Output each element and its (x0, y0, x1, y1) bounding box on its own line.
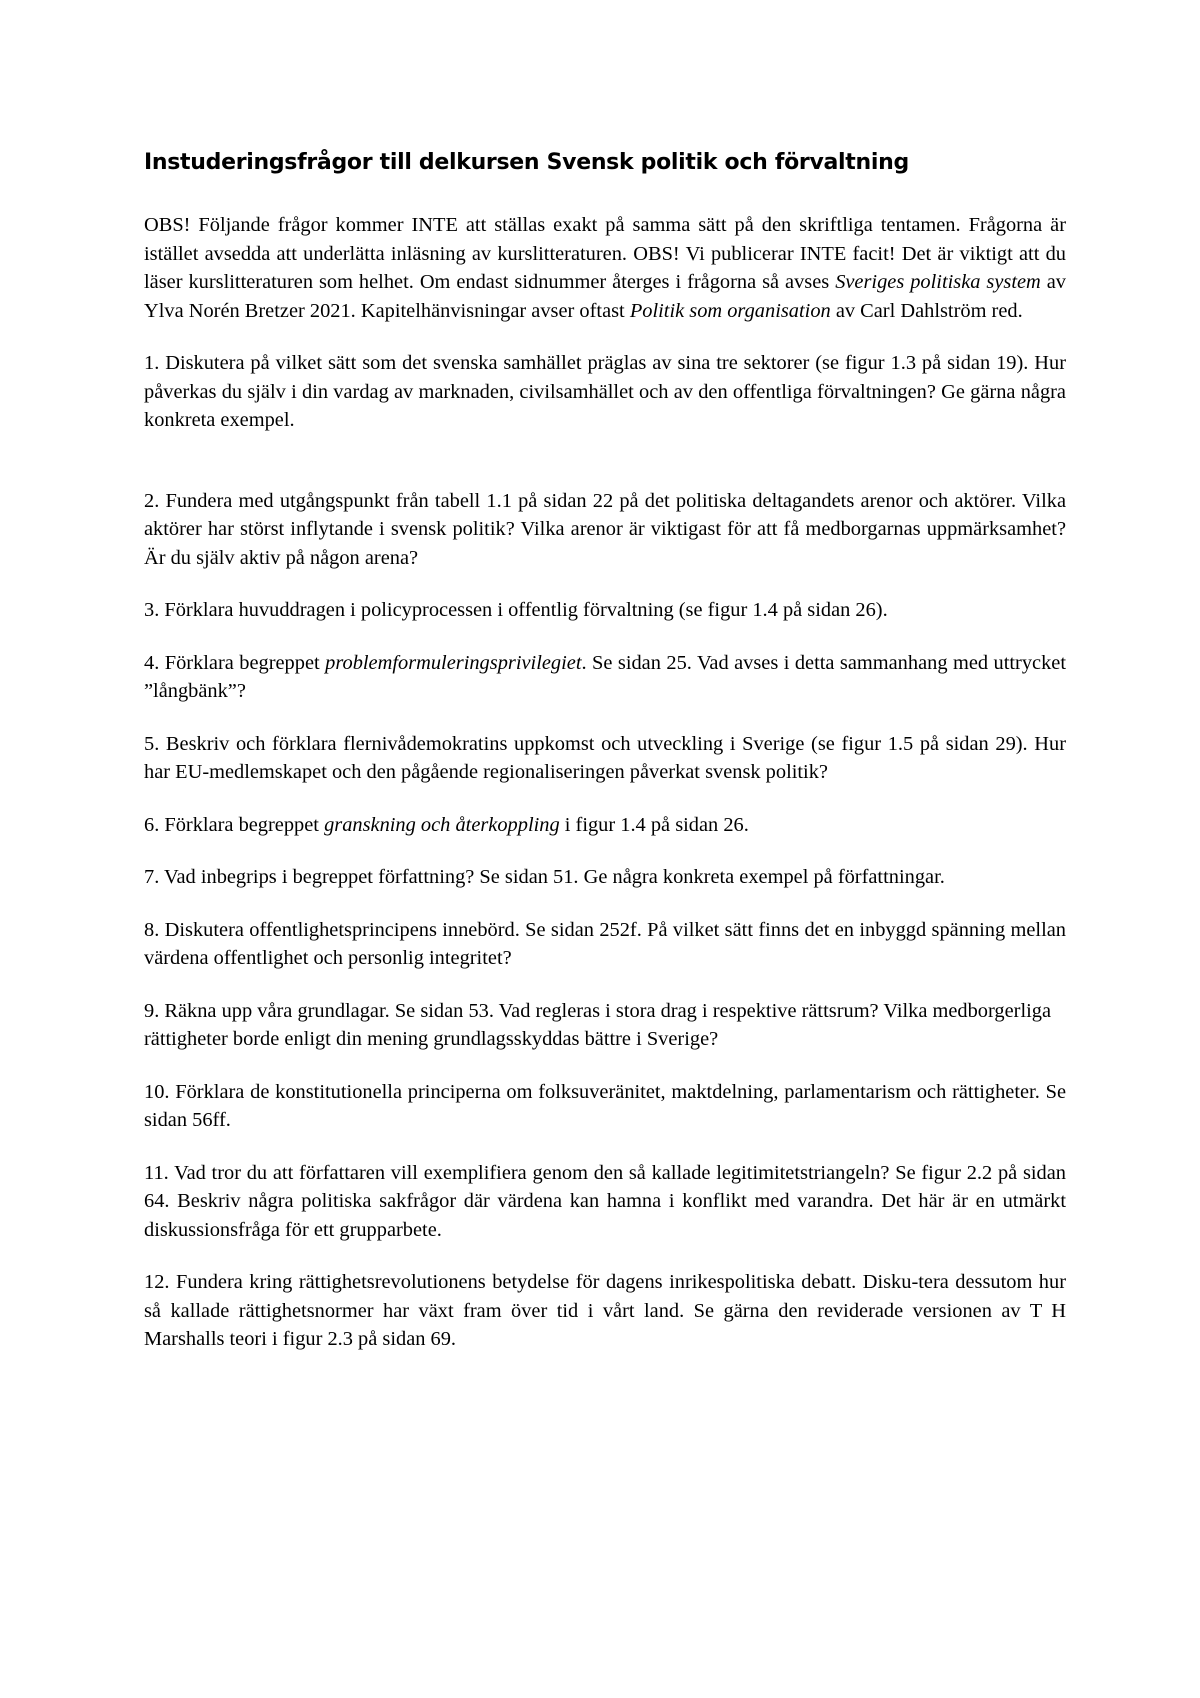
question-6-text-2: i figur 1.4 på sidan 26. (559, 813, 749, 836)
intro-text-1: OBS! Följande frågor kommer INTE att ställas exakt på samma sätt på den skriftliga tentamen. Frågorna är istället avsedda att underlätta inläsning av kurslitteraturen. OBS! Vi publicerar INTE facit! Det är viktigt att du läser kurslitteraturen som helhet. Om endast sidnummer återges i frågorna så avses (144, 214, 1066, 293)
question-7: 7. Vad inbegrips i begreppet författning? Se sidan 51. Ge några konkreta exempel på författningar. (144, 866, 945, 888)
intro-paragraph (144, 211, 1066, 325)
question-8: 8. Diskutera offentlighetsprincipens innebörd. Se sidan 252f. På vilket sätt finns det en inbyggd spänning mellan värdena offentlighet och personlig integritet? (144, 918, 1066, 969)
intro-book-title-1: Sveriges politiska system (835, 271, 1041, 293)
question-5: 5. Beskriv och förklara flernivådemokratins uppkomst och utveckling i Sverige (se figur 1.5 på sidan 29). Hur har EU-medlemskapet och den pågående regionaliseringen påverkat svensk politik? (144, 732, 1066, 783)
question-4-term: problemformuleringsprivilegiet (325, 651, 582, 674)
question-4-text-1: 4. Förklara begreppet (144, 651, 326, 674)
intro-book-title-2: Politik som organisation (629, 299, 831, 322)
question-6 (144, 811, 1066, 840)
question-10: 10. Förklara de konstitutionella principerna om folksuveränitet, maktdelning, parlamentarism och rättigheter. Se sidan 56ff. (144, 1080, 1066, 1131)
question-4-text-2: . Se sidan 25. Vad avses i detta sammanhang med uttrycket ”långbänk”? (144, 651, 1066, 702)
question-12: 12. Fundera kring rättighetsrevolutionens betydelse för dagens inrikespolitiska debatt. Disku-tera dessutom hur så kallade rättighetsnormer har växt fram över tid i vårt land. Se gärna den reviderade versionen av T H Marshalls teori i figur 2.3 på sidan 69. (144, 1271, 1066, 1350)
document-title: Instuderingsfrågor till delkursen Svensk politik och förvaltning (144, 150, 909, 175)
question-1: 1. Diskutera på vilket sätt som det svenska samhället präglas av sina tre sektorer (se figur 1.3 på sidan 19). Hur påverkas du själv i din vardag av marknaden, civilsamhället och av den offentliga förvaltningen? Ge gärna några konkreta exempel. (144, 352, 1066, 431)
question-3: 3. Förklara huvuddragen i policyprocessen i offentlig förvaltning (se figur 1.4 på sidan 26). (144, 599, 888, 621)
question-6-term: granskning och återkoppling (324, 813, 560, 836)
question-4 (144, 649, 1066, 706)
question-11: 11. Vad tror du att författaren vill exemplifiera genom den så kallade legitimitetstriangeln? Se figur 2.2 på sidan 64. Beskriv några politiska sakfrågor där värdena kan hamna i konflikt med varandra. Det här är en utmärkt diskussionsfråga för ett grupparbete. (144, 1161, 1066, 1241)
question-9: 9. Räkna upp våra grundlagar. Se sidan 53. Vad regleras i stora drag i respektive rättsrum? Vilka medborgerliga rättigheter borde enligt din mening grundlagsskyddas bättre i Sverige? (144, 999, 1052, 1050)
intro-text-3: av Carl Dahlström red. (830, 299, 1023, 322)
question-6-text-1: 6. Förklara begreppet (144, 813, 325, 836)
intro-text-2: av Ylva Norén Bretzer 2021. Kapitelhänvisningar avser oftast (144, 271, 1067, 322)
document-page (144, 140, 1066, 1354)
question-2: 2. Fundera med utgångspunkt från tabell 1.1 på sidan 22 på det politiska deltagandets arenor och aktörer. Vilka aktörer har störst inflytande i svensk politik? Vilka arenor är viktigast för att få medborgarnas uppmärksamhet? Är du själv aktiv på någon arena? (144, 489, 1066, 569)
